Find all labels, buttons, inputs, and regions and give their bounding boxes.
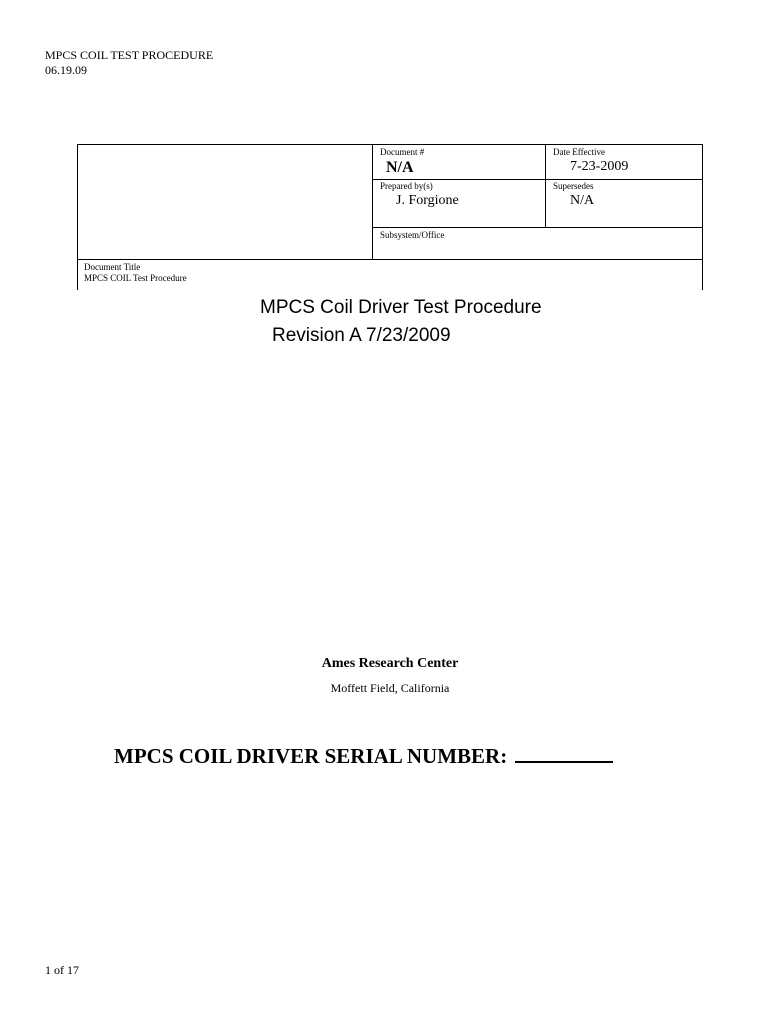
running-header-date: 06.19.09 (45, 63, 87, 77)
supersedes-label: Supersedes (553, 181, 594, 191)
serial-number-line (114, 744, 613, 769)
document-revision: Revision A 7/23/2009 (272, 325, 451, 346)
page-number: 1 of 17 (45, 963, 79, 977)
prepared-by-label: Prepared by(s) (380, 181, 433, 191)
date-effective-value: 7-23-2009 (570, 159, 629, 174)
divider-row-2 (372, 227, 703, 228)
supersedes-value: N/A (570, 193, 595, 208)
divider-vertical-right (545, 145, 546, 227)
document-title-value: MPCS COIL Test Procedure (84, 273, 187, 283)
date-effective-label: Date Effective (553, 147, 606, 157)
running-header-title: MPCS COIL TEST PROCEDURE (45, 48, 214, 62)
serial-number-blank (515, 744, 613, 763)
organization-name: Ames Research Center (321, 656, 459, 671)
divider-row-1 (372, 179, 703, 180)
document-number-label: Document # (380, 147, 425, 157)
document-title-label: Document Title (84, 262, 141, 272)
prepared-by-value: J. Forgione (396, 193, 459, 208)
divider-vertical-main (372, 145, 373, 260)
organization-location: Moffett Field, California (330, 681, 450, 695)
divider-row-3 (78, 259, 703, 260)
document-heading: MPCS Coil Driver Test Procedure (260, 297, 542, 318)
document-number-value: N/A (386, 159, 414, 176)
subsystem-label: Subsystem/Office (380, 230, 445, 240)
document-info-box (77, 144, 703, 290)
serial-number-label: MPCS COIL DRIVER SERIAL NUMBER: (114, 744, 508, 768)
